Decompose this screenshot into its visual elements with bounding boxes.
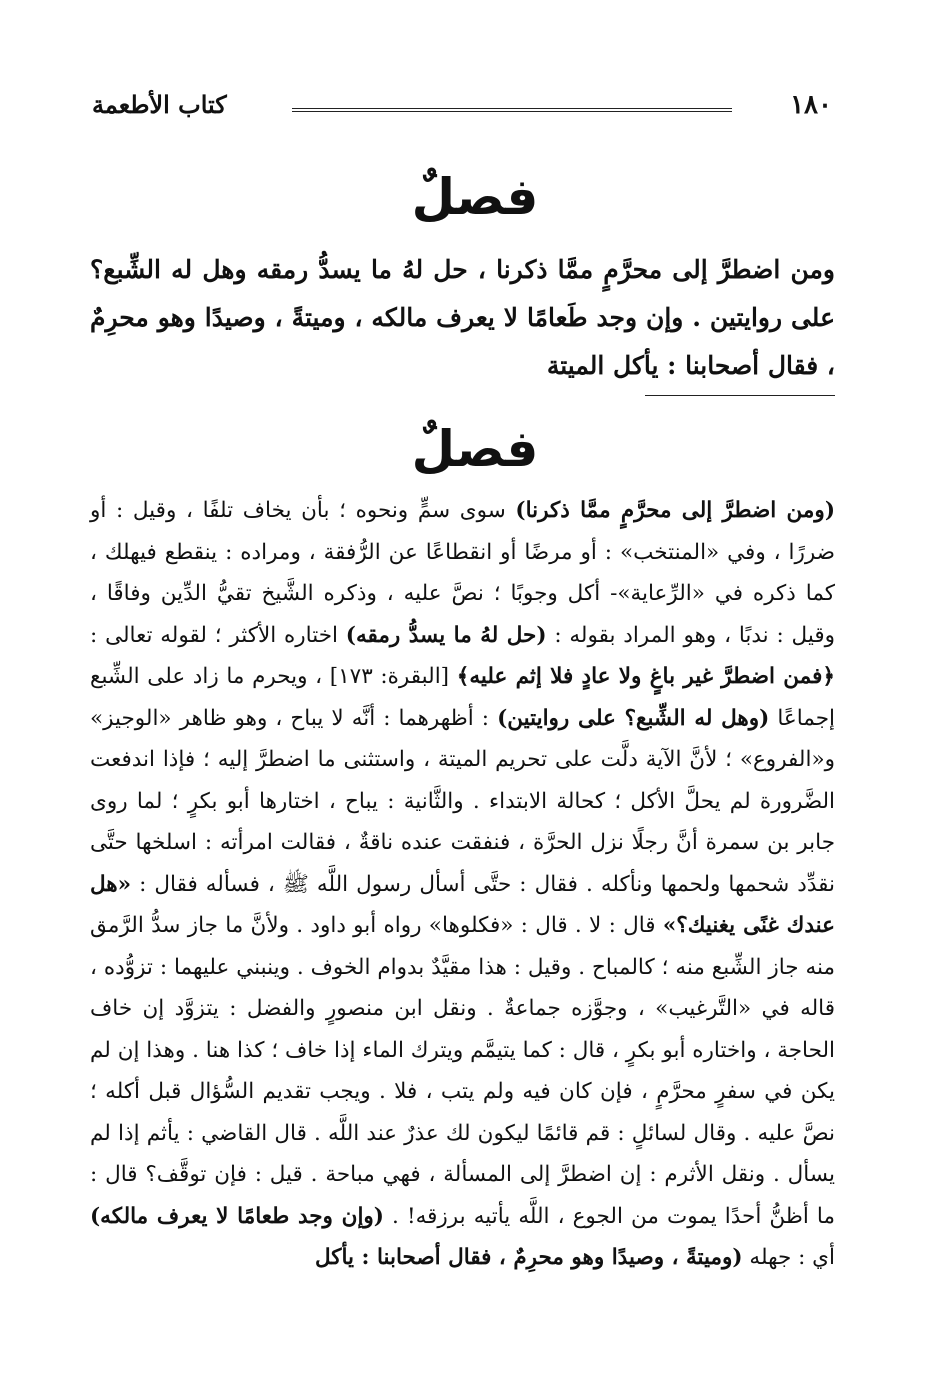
commentary-text — [90, 490, 835, 1279]
page-number: ١٨٠ — [790, 90, 832, 120]
commentary-section-heading: فصلٌ — [411, 420, 539, 478]
matn-paragraph: ومن اضطرَّ إلى محرَّمٍ ممَّا ذكرنا ، حل لهُ ما يسدُّ رمقه وهل له الشِّبع؟ على روايتين . وإن وجد طَعامًا لا يعرف مالكه ، وميتةً ، وصيدًا وهو محرِمٌ ، فقال أصحابنا : يأكل الميتة — [90, 255, 835, 380]
commentary-quoted-segment: (حل لهُ ما يسدُّ رمقه) — [345, 622, 547, 648]
commentary-segment: : أظهرهما : أنَّه لا يباح ، وهو ظاهر «الوجيز» و«الفروع» ؛ لأنَّ الآية دلَّت على تحريم الميتة ، واستثنى ما اضطرَّ إليه ؛ فإذا اندفعت الضَّرورة لم يحلَّ الأكل ؛ كحالة الابتداء . والثَّانية : يباح ، اختارها أبو بكرٍ ؛ لما روى جابر بن سمرة أنَّ رجلًا نزل الحرَّة ، فنفقت عنده ناقةٌ ، فقالت امرأته : اسلخها حتَّى نقدِّد شحمها ولحمها ونأكله . فقال : حتَّى أسأل رسول اللَّه ﷺ ، فسأله فقال : — [90, 705, 835, 897]
commentary-segment: سوى سمٍّ ونحوه ؛ بأن يخاف تلفًا ، وقيل : أو ضررًا ، وفي «المنتخب» : أو مرضًا أو انقطاعًا عن الرُّفقة ، ومراده : ينقطع فيهلك ، كما ذكره في «الرِّعاية»- أكل وجوبًا ؛ نصَّ عليه ، وذكره الشَّيخ تقيُّ الدِّين وفاقًا ، وقيل : ندبًا ، وهو المراد بقوله : — [90, 498, 835, 648]
commentary-quoted-segment: (وميتةً ، وصيدًا وهو محرِمٌ ، فقال أصحابنا : يأكل — [314, 1245, 743, 1270]
commentary-quoted-segment: (وإن وجد طعامًا لا يعرف مالكه) — [90, 1203, 384, 1229]
commentary-segment: اختاره الأكثر ؛ لقوله تعالى : — [90, 622, 346, 648]
matn-separator-rule — [645, 395, 835, 396]
commentary-segment: أي : جهله — [742, 1245, 835, 1270]
commentary-quoted-segment: ﴿فمن اضطرَّ غير باغٍ ولا عادٍ فلا إثم عليه﴾ — [456, 664, 835, 689]
matn-section-heading: فصلٌ — [411, 168, 539, 226]
commentary-quoted-segment: (ومن اضطرَّ إلى محرَّمٍ ممَّا ذكرنا) — [515, 498, 835, 523]
running-header — [92, 88, 832, 128]
commentary-segment: [البقرة: ١٧٣] ، ويحرم ما زاد على الشِّبع إجماعًا — [90, 664, 835, 731]
commentary-paragraph — [90, 490, 835, 1279]
commentary-quoted-segment: (وهل له الشِّبع؟ على روايتين) — [497, 705, 770, 731]
matn-text — [90, 246, 835, 390]
header-rule — [292, 108, 732, 112]
commentary-quoted-segment: «هل عندك غنًى يغنيك؟» — [90, 871, 836, 938]
commentary-segment: قال : لا . قال : «فكلوها» رواه أبو داود . ولأنَّ ما جاز سدُّ الرَّمق منه جاز الشِّبع منه ؛ كالمباح . وقيل : هذا مقيَّدٌ بدوام الخوف . وينبني عليهما : تزوُّده ، قاله في «التَّرغيب» ، وجوَّزه جماعةٌ . ونقل ابن منصورٍ والفضل : يتزوَّد إن خاف الحاجة ، واختاره أبو بكرٍ ، قال : كما يتيمَّم ويترك الماء إذا خاف ؛ كذا هنا . وهذا إن لم يكن في سفرٍ محرَّمٍ ، فإن كان فيه ولم يتب ، فلا . ويجب تقديم السُّؤال قبل أكله ؛ نصَّ عليه . وقال لسائلٍ : قم قائمًا ليكون لك عذرٌ عند اللَّه . قال القاضي : يأثم إذا لم يسأل . ونقل الأثرم : إن اضطرَّ إلى المسألة ، فهي مباحة . قيل : فإن توقَّف؟ قال : ما أظنُّ أحدًا يموت من الجوع ، اللَّه يأتيه برزقه! . — [90, 913, 835, 1229]
book-title: كتاب الأطعمة — [92, 90, 227, 119]
